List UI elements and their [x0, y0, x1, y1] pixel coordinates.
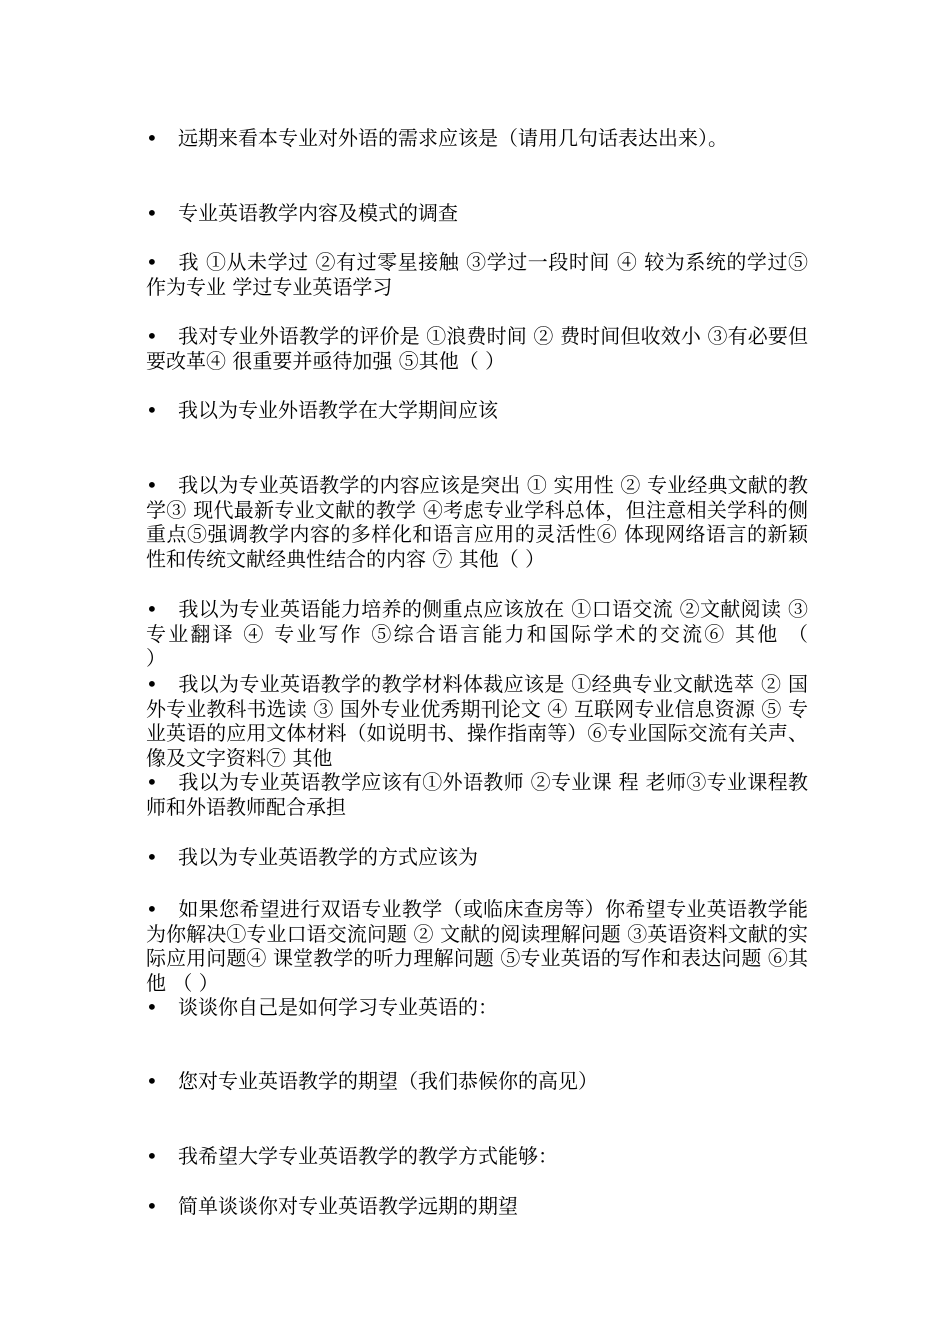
- item-text: 我以为专业英语教学应该有①外语教师 ②专业课 程 老师③专业课程教师和外语教师配合承担: [146, 770, 808, 819]
- bullet-marker: •: [146, 1144, 158, 1168]
- question-teaching-content: [146, 473, 808, 571]
- item-text: 我以为专业英语教学的内容应该是突出 ① 实用性 ② 专业经典文献的教学③ 现代最新专业文献的教学 ④考虑专业学科总体，但注意相关学科的侧重点⑤强调教学内容的多样化和语言应用的灵活性⑥ 体现网络语言的新颖性和传统文献经典性结合的内容 ⑦ 其他（ ）: [146, 473, 808, 571]
- item-text: 您对专业英语教学的期望（我们恭候你的高见）: [178, 1069, 598, 1093]
- question-teaching-method: [146, 845, 808, 870]
- question-teacher-type: [146, 770, 808, 819]
- question-bilingual-problems: [146, 897, 808, 995]
- item-text: 谈谈你自己是如何学习专业英语的：: [178, 995, 498, 1019]
- item-text: 远期来看本专业对外语的需求应该是（请用几句话表达出来）。: [178, 126, 728, 150]
- bullet-marker: •: [146, 126, 158, 150]
- item-text: 简单谈谈你对专业英语教学远期的期望: [178, 1194, 518, 1218]
- bullet-marker: •: [146, 250, 158, 274]
- item-text: 专业英语教学内容及模式的调查: [178, 201, 458, 225]
- item-text: 我以为专业英语教学的方式应该为: [178, 845, 478, 869]
- section-heading-survey: [146, 201, 808, 226]
- bullet-marker: •: [146, 324, 158, 348]
- item-text: 我 ①从未学过 ②有过零星接触 ③学过一段时间 ④ 较为系统的学过⑤作为专业 学过专业英语学习: [146, 250, 808, 299]
- item-text: 我以为专业英语能力培养的侧重点应该放在 ①口语交流 ②文献阅读 ③专业翻译 ④ 专业写作 ⑤综合语言能力和国际学术的交流⑥ 其他 （ ）: [146, 597, 908, 670]
- bullet-marker: •: [146, 672, 158, 696]
- bullet-marker: •: [146, 1069, 158, 1093]
- question-material-genre: [146, 672, 808, 770]
- question-ability-focus: [146, 597, 908, 671]
- item-text: 如果您希望进行双语专业教学（或临床查房等）你希望专业英语教学能为你解决①专业口语交流问题 ② 文献的阅读理解问题 ③英语资料文献的实际应用问题④ 课堂教学的听力理解问题 ⑤专业英语的写作和表达问题 ⑥其他 （ ）: [146, 897, 808, 995]
- question-teaching-evaluation: [146, 324, 808, 373]
- item-text: 我对专业外语教学的评价是 ①浪费时间 ② 费时间但收效小 ③有必要但要改革④ 很重要并亟待加强 ⑤其他（ ）: [146, 324, 808, 373]
- item-text: 我希望大学专业英语教学的教学方式能够：: [178, 1144, 558, 1168]
- bullet-marker: •: [146, 770, 158, 794]
- item-text: 我以为专业英语教学的教学材料体裁应该是 ①经典专业文献选萃 ② 国外专业教科书选读 ③ 国外专业优秀期刊论文 ④ 互联网专业信息资源 ⑤ 专业英语的应用文体材料（如说明书、操作指南等）⑥专业国际交流有关声、像及文字资料⑦ 其他: [146, 672, 808, 770]
- question-desired-method: [146, 1144, 808, 1169]
- bullet-marker: •: [146, 995, 158, 1019]
- bullet-marker: •: [146, 473, 158, 497]
- question-expectations: [146, 1069, 808, 1094]
- bullet-marker: •: [146, 597, 158, 621]
- bullet-marker: •: [146, 398, 158, 422]
- bullet-marker: •: [146, 897, 158, 921]
- question-how-you-learn: [146, 995, 808, 1020]
- question-university-period: [146, 398, 808, 423]
- question-learning-experience: [146, 250, 808, 299]
- bullet-marker: •: [146, 1194, 158, 1218]
- question-long-term-expectation: [146, 1194, 808, 1219]
- bullet-marker: •: [146, 201, 158, 225]
- bullet-marker: •: [146, 845, 158, 869]
- question-long-term-need: [146, 126, 808, 151]
- item-text: 我以为专业外语教学在大学期间应该: [178, 398, 498, 422]
